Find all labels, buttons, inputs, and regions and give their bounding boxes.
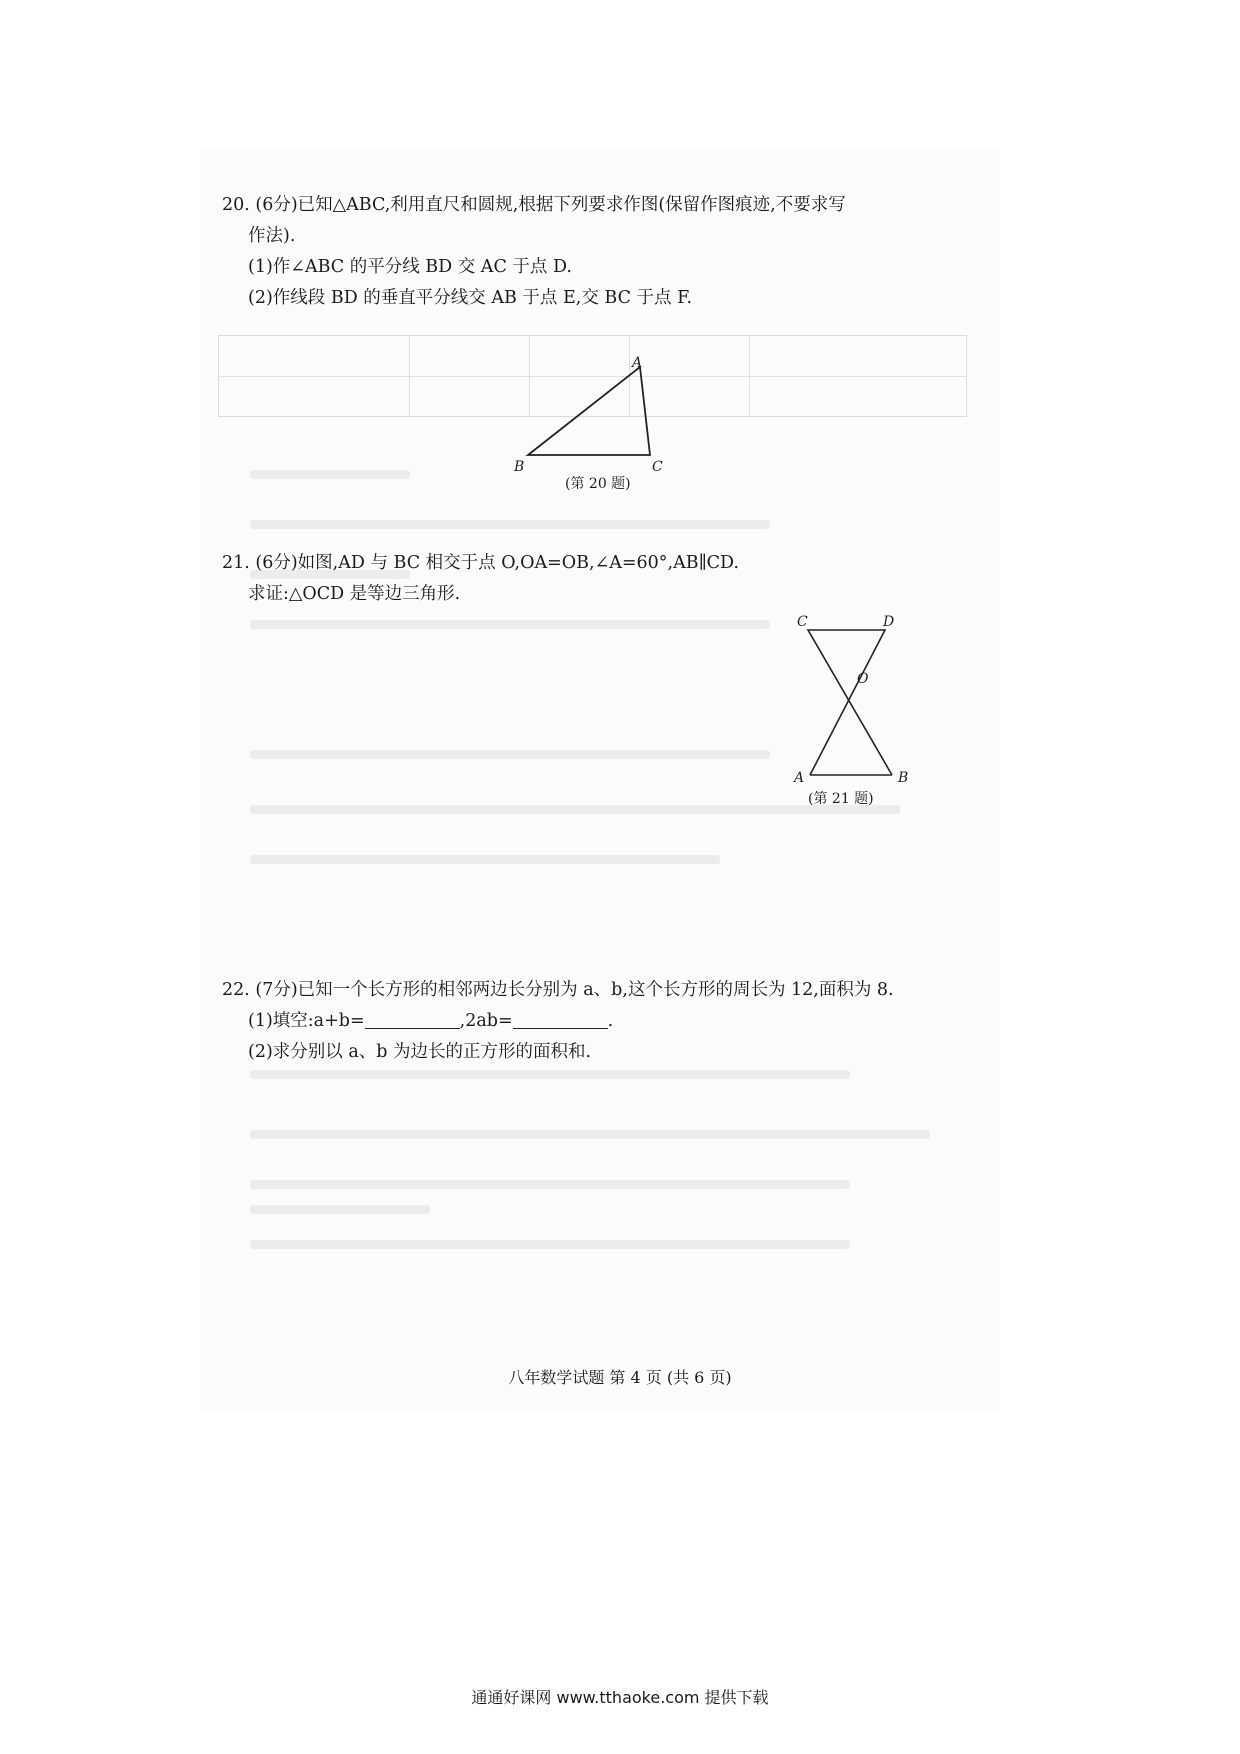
label-B: B bbox=[514, 459, 525, 475]
question-22-stem: 22. (7分)已知一个长方形的相邻两边长分别为 a、b,这个长方形的周长为 12,面积为 8. bbox=[222, 980, 894, 1000]
question-20-part-1: (1)作∠ABC 的平分线 BD 交 AC 于点 D. bbox=[248, 257, 572, 277]
figure-20-caption: (第 20 题) bbox=[565, 476, 631, 492]
label-D: D bbox=[883, 614, 895, 630]
question-22-part-1: (1)填空:a+b= ,2ab= . bbox=[248, 1011, 614, 1031]
question-21 bbox=[222, 548, 739, 610]
question-22-part-2: (2)求分别以 a、b 为边长的正方形的面积和. bbox=[248, 1042, 592, 1062]
question-21-prove: 求证:△OCD 是等边三角形. bbox=[248, 584, 461, 604]
label-A: A bbox=[632, 355, 643, 371]
question-20-part-2: (2)作线段 BD 的垂直平分线交 AB 于点 E,交 BC 于点 F. bbox=[248, 288, 693, 308]
label-C: C bbox=[797, 614, 808, 630]
label-B: B bbox=[898, 770, 909, 785]
figure-21-caption: (第 21 题) bbox=[808, 791, 874, 807]
question-20-stem-cont: 作法). bbox=[248, 226, 296, 246]
page-footer: 八年数学试题 第 4 页 (共 6 页) bbox=[508, 1368, 732, 1387]
download-source: 通通好课网 www.tthaoke.com 提供下载 bbox=[471, 1688, 769, 1707]
answer-blank-2ab[interactable] bbox=[513, 1010, 608, 1029]
label-O: O bbox=[857, 671, 869, 687]
question-20-stem: 20. (6分)已知△ABC,利用直尺和圆规,根据下列要求作图(保留作图痕迹,不要求写 bbox=[222, 195, 846, 215]
figure-21-hourglass bbox=[780, 610, 940, 785]
answer-blank-sum[interactable] bbox=[365, 1010, 460, 1029]
label-A: A bbox=[794, 770, 805, 785]
question-22 bbox=[222, 975, 894, 1068]
question-21-stem: 21. (6分)如图,AD 与 BC 相交于点 O,OA=OB,∠A=60°,AB∥CD. bbox=[222, 553, 740, 573]
label-C: C bbox=[652, 459, 663, 475]
question-20 bbox=[222, 190, 846, 314]
figure-20-triangle bbox=[500, 355, 680, 475]
